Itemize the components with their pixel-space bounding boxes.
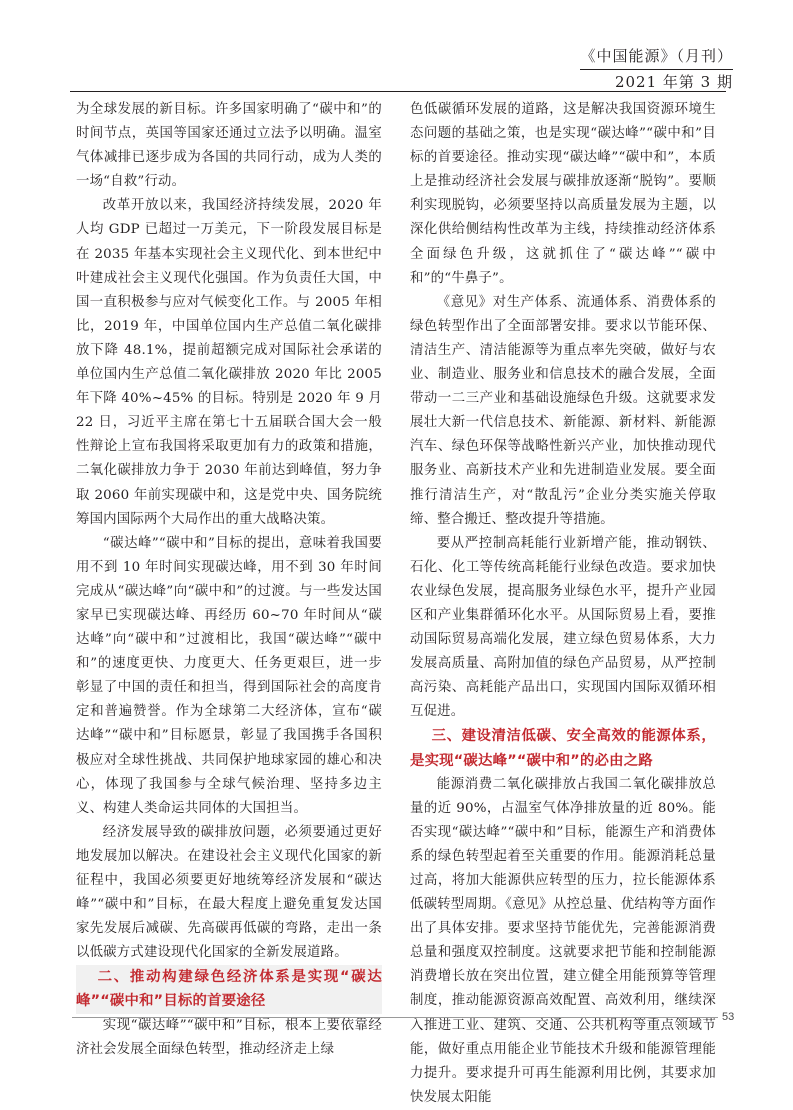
paragraph: 《意见》对生产体系、流通体系、消费体系的绿色转型作出了全面部署安排。要求以节能环保、清洁生产、清洁能源等为重点率先突破，做好与农业、制造业、服务业和信息技术的融合发展，全面带动一二三产业和基础设施绿色升级。这就要求发展壮大新一代信息技术、新能源、新材料、新能源汽车、绿色环保等战略性新兴产业，加快推动现代服务业、高新技术产业和先进制造业发展。要全面推行清洁生产，对“散乱污”企业分类实施关停取缔、整合搬迁、整改提升等措施。 bbox=[410, 294, 716, 527]
issue-label: 2021 年第 3 期 bbox=[614, 73, 733, 91]
right-column bbox=[410, 98, 716, 1110]
paragraph: 要从严控制高耗能行业新增产能，推动钢铁、石化、化工等传统高耗能行业绿色改造。要求加快农业绿色发展，提高服务业绿色水平，提升产业园区和产业集群循环化水平。从国际贸易上看，要推动国际贸易高端化发展，建立绿色贸易体系，大力发展高质量、高附加值的绿色产品贸易，从严控制高污染、高耗能产品出口，实现国内国际双循环相互促进。 bbox=[410, 535, 716, 720]
journal-title: 《中国能源》（月刊） bbox=[580, 47, 733, 65]
paragraph: 实现“碳达峰”“碳中和”目标，根本上要依靠经济社会发展全面绿色转型，推动经济走上绿 bbox=[76, 1017, 382, 1057]
left-column bbox=[76, 98, 382, 1062]
paragraph: 改革开放以来，我国经济持续发展，2020 年人均 GDP 已超过一万美元，下一阶段发展目标是在 2035 年基本实现社会主义现代化、到本世纪中叶建成社会主义现代化强国。作为负责任大国，中国一直积极参与应对气候变化工作。与 2005 年相比，2019 年，中国单位国内生产总值二氧化碳排放下降 48.1%，提前超额完成对国际社会承诺的单位国内生产总值二氧化碳排放 2020 年比 2005 年下降 40%~45% 的目标。特别是 2020 年 9 月 22 日，习近平主席在第七十五届联合国大会一般性辩论上宣布我国将采取更加有力的政策和措施，二氧化碳排放力争于 2030 年前达到峰值，努力争取 2060 年前实现碳中和，这是党中央、国务院统筹国内国际两个大局作出的重大战略决策。 bbox=[76, 198, 382, 527]
section-heading: 三、建设清洁低碳、安全高效的能源体系，是实现“碳达峰”“碳中和”的必由之路 bbox=[410, 728, 716, 769]
paragraph: 经济发展导致的碳排放问题，必须要通过更好地发展加以解决。在建设社会主义现代化国家的新征程中，我国必须要更好地统筹经济发展和“碳达峰”“碳中和”目标，在最大程度上避免重复发达国家先发展后减碳、先高碳再低碳的弯路，走出一条以低碳方式建设现代化国家的全新发展道路。 bbox=[76, 824, 382, 961]
paragraph: 色低碳循环发展的道路，这是解决我国资源环境生态问题的基础之策，也是实现“碳达峰”“碳中和”目标的首要途径。推动实现“碳达峰”“碳中和”，本质上是推动经济社会发展与碳排放逐渐“脱钩”。要顺利实现脱钩，必须要坚持以高质量发展为主题，以深化供给侧结构性改革为主线，持续推动经济体系全面绿色升级，这就抓住了“碳达峰”“碳中和”的“牛鼻子”。 bbox=[410, 102, 716, 286]
top-rule bbox=[70, 91, 726, 92]
paragraph: 能源消费二氧化碳排放占我国二氧化碳排放总量的近 90%，占温室气体净排放量的近 80%。能否实现“碳达峰”“碳中和”目标，能源生产和消费体系的绿色转型起着至关重要的作用。能源消耗总量过高，将加大能源供应转型的压力，拉长能源体系低碳转型周期。《意见》从控总量、优结构等方面作出了具体安排。要求坚持节能优先，完善能源消费总量和强度双控制度。这就要求把节能和控制能源消费增长放在突出位置，建立健全用能预算等管理制度，推动能源资源高效配置、高效利用，继续深入推进工业、建筑、交通、公共机构等重点领域节能，做好重点用能企业节能技术升级和能源管理能力提升。要求提升可再生能源利用比例，其要求加快发展太阳能 bbox=[410, 776, 716, 1105]
paragraph: 为全球发展的新目标。许多国家明确了“碳中和”的时间节点，英国等国家还通过立法予以明确。温室气体减排已逐步成为各国的共同行动，成为人类的一场“自救”行动。 bbox=[76, 102, 382, 190]
page-number: 53 bbox=[722, 1011, 735, 1023]
journal-header bbox=[580, 46, 733, 92]
header-divider bbox=[580, 69, 733, 70]
paragraph: “碳达峰”“碳中和”目标的提出，意味着我国要用不到 10 年时间实现碳达峰，用不到 30 年时间完成从“碳达峰”向“碳中和”的过渡。与一些发达国家早已实现碳达峰、再经历 60~70 年时间从“碳达峰”向“碳中和”过渡相比，我国“碳达峰”“碳中和”的速度更快、力度更大、任务更艰巨，进一步彰显了中国的责任和担当，得到国际社会的高度肯定和普遍赞誉。作为全球第二大经济体，宣布“碳达峰”“碳中和”目标愿景，彰显了我国携手各国积极应对全球性挑战、共同保护地球家园的雄心和决心，体现了我国参与全球气候治理、坚持多边主义、构建人类命运共同体的大国担当。 bbox=[76, 535, 382, 816]
footer-rule bbox=[72, 1017, 718, 1018]
section-heading: 二、推动构建绿色经济体系是实现“碳达峰”“碳中和”目标的首要途径 bbox=[76, 965, 382, 1013]
